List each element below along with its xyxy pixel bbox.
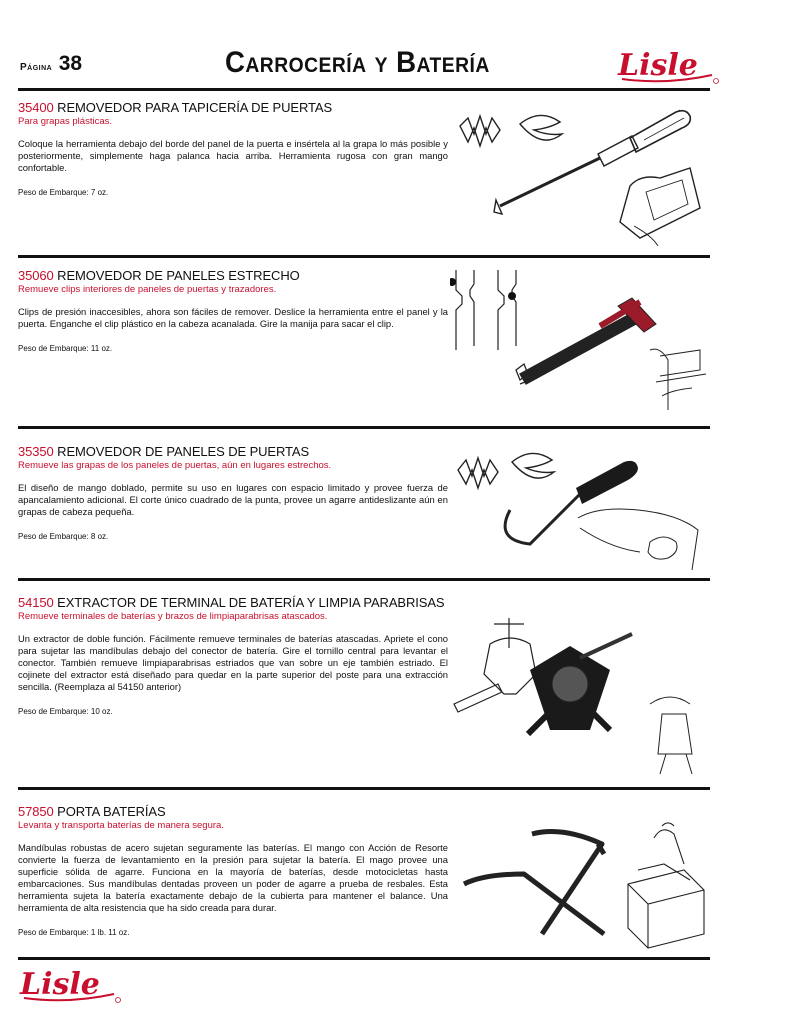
product-title: [18, 100, 448, 115]
page-label: Página: [20, 62, 53, 73]
product-image-35350: [450, 438, 710, 573]
product-name: REMOVEDOR DE PANELES ESTRECHO: [53, 268, 300, 283]
page-number-block: [20, 52, 82, 76]
product-35060: [18, 268, 448, 353]
divider: [18, 787, 710, 790]
product-description: El diseño de mango doblado, permite su uso en lugares con espacio limitado y provee fuerza de apancalamiento adicional. El corte único cuadrado de la punta, provee un agarre antideslizante aún en grapas de cabeza pequeña.: [18, 482, 448, 517]
page-title: Carrocería y Batería: [225, 46, 490, 79]
product-description: Un extractor de doble función. Fácilmente remueve terminales de baterías atascadas. Apriete el cono para sujetar las mandíbulas debajo del conector de batería. Gire el tornillo central para levantar el conector. También remueve limpiaparabrisas estriados que van sobre un eje también estriado. El cojinete del extractor está diseñado para quedar en la parte superior del poste para una extracción sencilla. (Reemplaza al 54150 anterior): [18, 633, 448, 692]
product-description: Mandíbulas robustas de acero sujetan seguramente las baterías. El mango con Acción de Resorte convierte la fuerza de levantamiento en la presión para sujetar la batería. El mago provee una superficie sólida de agarre. Funciona en la mayoría de baterías, desde motocicletas hasta embarcaciones. Sus mandíbulas dentadas proveen un poder de agarre a prueba de resbales. Esta herramienta sujeta la batería exactamente debajo de la cubierta para mantener el balance. Una herramienta de alta resistencia que ha sido creada para durar.: [18, 842, 448, 913]
product-image-35400: [450, 96, 710, 246]
product-subtitle: Levanta y transporta baterías de manera segura.: [18, 820, 224, 831]
product-title: [18, 595, 448, 610]
footer-brand-logo-wordmark: Lisle: [20, 967, 100, 1002]
product-subtitle: Para grapas plásticas.: [18, 116, 112, 127]
brand-logo-wordmark: Lisle: [618, 48, 698, 83]
divider: [18, 426, 710, 429]
product-code: 35060: [18, 268, 54, 283]
product-35350: [18, 444, 448, 541]
product-image-54150: [450, 604, 710, 784]
divider: [18, 578, 710, 581]
product-title: [18, 804, 448, 819]
product-title: [18, 444, 448, 459]
divider: [18, 255, 710, 258]
product-54150: [18, 595, 448, 716]
product-image-35060: [450, 266, 710, 416]
product-description: Coloque la herramienta debajo del borde del panel de la puerta e insértela al la grapa lo más posible y posteriormente, simplemente haga palanca hacia arriba. Herramienta rugosa con gran mango confortable.: [18, 138, 448, 173]
divider: [18, 88, 710, 91]
product-name: REMOVEDOR PARA TAPICERÍA DE PUERTAS: [53, 100, 333, 115]
product-name: REMOVEDOR DE PANELES DE PUERTAS: [53, 444, 310, 459]
product-35400: [18, 100, 448, 197]
product-name: EXTRACTOR DE TERMINAL DE BATERÍA Y LIMPIA PARABRISAS: [53, 595, 445, 610]
product-weight: Peso de Embarque: 1 lb. 11 oz.: [18, 928, 130, 937]
product-weight: Peso de Embarque: 7 oz.: [18, 188, 109, 197]
product-code: 57850: [18, 804, 54, 819]
product-code: 35350: [18, 444, 54, 459]
product-subtitle: Remueve terminales de baterías y brazos de limpiaparabrisas atascados.: [18, 611, 328, 622]
product-57850: [18, 804, 448, 937]
product-weight: Peso de Embarque: 10 oz.: [18, 707, 113, 716]
product-subtitle: Remueve las grapas de los paneles de puertas, aún en lugares estrechos.: [18, 460, 332, 471]
page-number: 38: [58, 52, 83, 75]
product-subtitle: Remueve clips interiores de paneles de puertas y trazadores.: [18, 284, 277, 295]
brand-logo: [612, 45, 722, 94]
product-weight: Peso de Embarque: 8 oz.: [18, 532, 109, 541]
product-code: 54150: [18, 595, 54, 610]
product-name: PORTA BATERÍAS: [53, 804, 166, 819]
divider: [18, 957, 710, 960]
footer-brand-logo: [14, 964, 124, 1013]
product-title: [18, 268, 448, 283]
product-weight: Peso de Embarque: 11 oz.: [18, 344, 113, 353]
product-code: 35400: [18, 100, 54, 115]
product-description: Clips de presión inaccesibles, ahora son fáciles de remover. Deslice la herramienta entre el panel y la puerta. Enganche el clip plástico en la cabeza acanalada. Gire la manija para sacar el clip.: [18, 306, 448, 329]
product-image-57850: [458, 814, 710, 954]
